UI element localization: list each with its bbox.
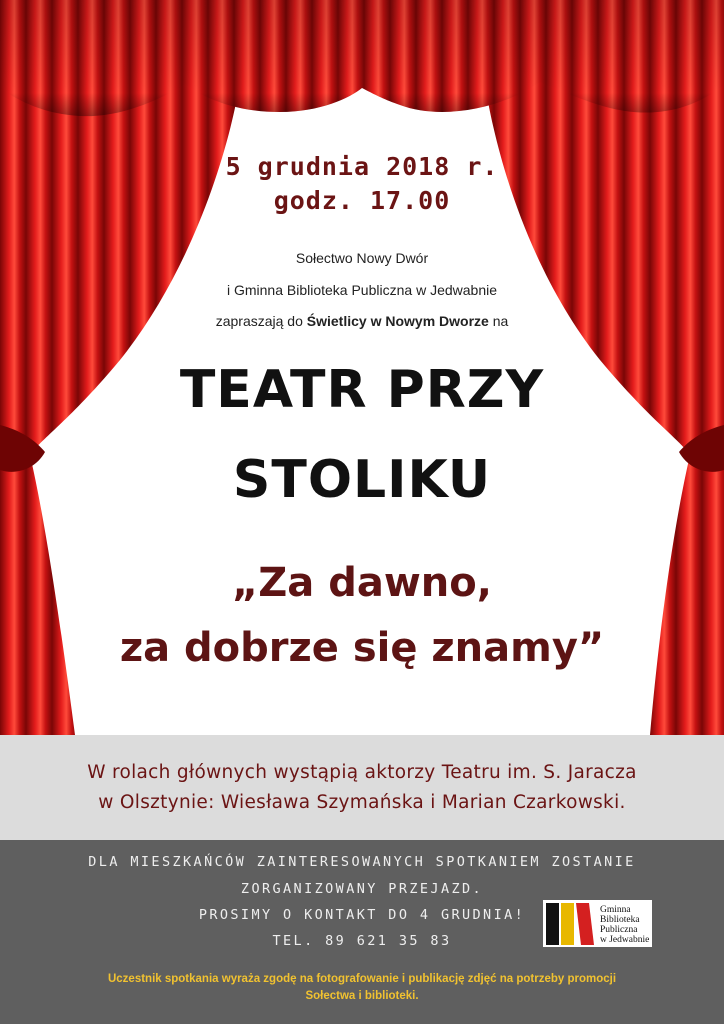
library-logo-icon — [543, 900, 597, 947]
library-logo — [543, 900, 652, 947]
organizer-line-3 — [0, 313, 724, 329]
cast-line-1: W rolach głównych wystąpią aktorzy Teatru im. S. Jaracza — [87, 762, 637, 783]
consent-line-2: Sołectwa i biblioteki. — [305, 990, 419, 1002]
subtitle-line-1: „Za dawno, — [232, 560, 492, 606]
event-date: 5 grudnia 2018 r. — [225, 152, 499, 181]
organizer-line-1: Sołectwo Nowy Dwór — [295, 250, 429, 266]
consent-line-1: Uczestnik spotkania wyraża zgodę na fotografowanie i publikację zdjęć na potrzeby promocji — [107, 973, 617, 985]
title-line-2: STOLIKU — [232, 450, 492, 510]
invite-suffix: na — [488, 313, 509, 329]
logo-text-4: w Jedwabnie — [600, 935, 650, 945]
invite-prefix: zapraszają do — [215, 313, 307, 329]
logo-text-2: Biblioteka — [600, 915, 640, 925]
contact-deadline: PROSIMY O KONTAKT DO 4 GRUDNIA! — [198, 907, 526, 923]
logo-text-1: Gminna — [600, 905, 631, 915]
organizer-line-2: i Gminna Biblioteka Publiczna w Jedwabnie — [226, 282, 498, 298]
subtitle-line-2: za dobrze się znamy” — [119, 625, 605, 671]
logo-text-3: Publiczna — [600, 925, 638, 935]
event-time: godz. 17.00 — [273, 186, 451, 215]
cast-band — [0, 735, 724, 840]
transport-info-line-2: ZORGANIZOWANY PRZEJAZD. — [240, 881, 484, 897]
cast-line-2: w Olsztynie: Wiesława Szymańska i Marian Czarkowski. — [98, 792, 626, 813]
venue-name: Świetlicy w Nowym Dworze — [306, 313, 489, 329]
phone-number: TEL. 89 621 35 83 — [272, 933, 452, 949]
transport-info-line-1: DLA MIESZKAŃCÓW ZAINTERESOWANYCH SPOTKANIEM ZOSTANIE — [88, 854, 636, 870]
title-line-1: TEATR PRZY — [179, 360, 545, 420]
